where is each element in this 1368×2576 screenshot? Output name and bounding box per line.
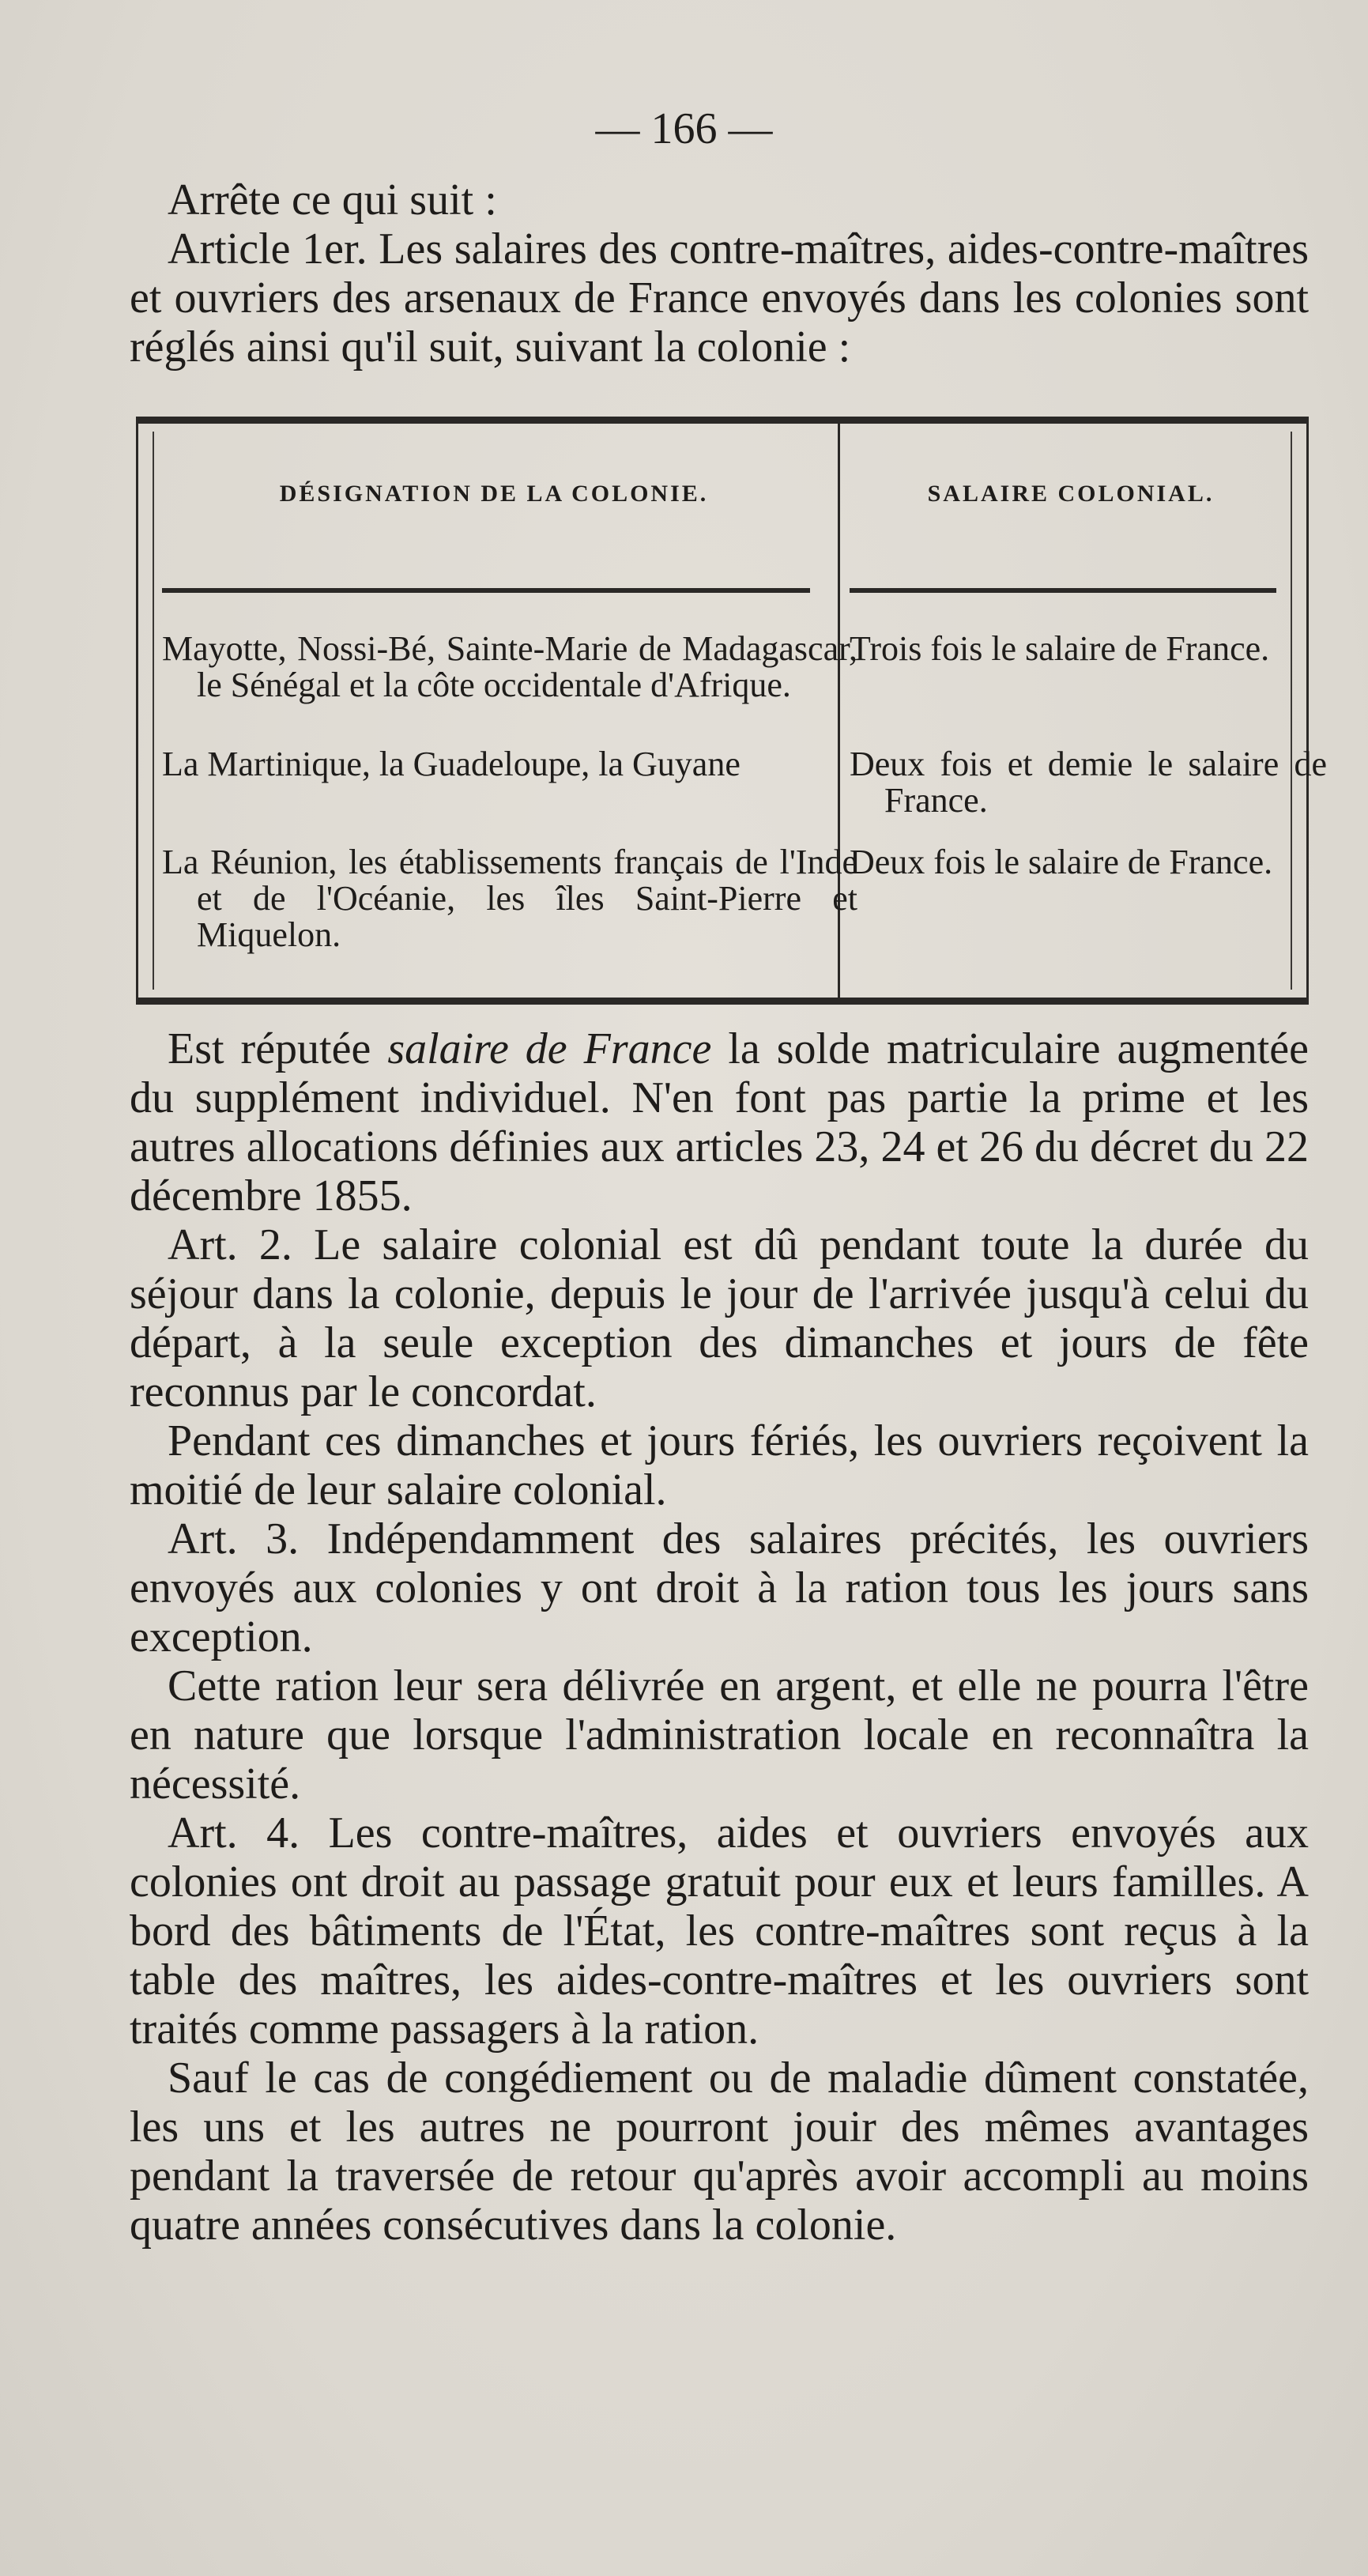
table-inner-rule-left: [153, 432, 154, 990]
table-header-colonie: DÉSIGNATION DE LA COLONIE.: [279, 481, 709, 507]
conge-paragraph: Sauf le cas de congédiement ou de maladie dûment constatée, les uns et les autres ne pourront jouir des mêmes avantages pendant la traversée de retour qu'après avoir accompli au moins quatre années consécutives dans la colonie.: [130, 2054, 1309, 2250]
p1-before: Est réputée: [168, 1024, 388, 1073]
dimanches-paragraph: Pendant ces dimanches et jours fériés, les ouvriers reçoivent la moitié de leur salaire colonial.: [130, 1416, 1309, 1514]
table-cell-salaire-1: Trois fois le salaire de France.: [850, 629, 1270, 668]
salary-table: [136, 417, 1327, 1005]
article-2-paragraph: Art. 2. Le salaire colonial est dû pendant toute la durée du séjour dans la colonie, depuis le jour de l'arrivée jusqu'à celui du départ, à la seule exception des dimanches et jours de fête reconnus par le concordat.: [130, 1220, 1309, 1416]
salaire-de-france-paragraph: [130, 1024, 1309, 1220]
article-4-paragraph: Art. 4. Les contre-maîtres, aides et ouvriers envoyés aux colonies ont droit au passage gratuit pour eux et leurs familles. A bord des bâtiments de l'État, les contre-maîtres sont reçus à la table des maîtres, les aides-contre-maîtres et les ouvriers sont traités comme passagers à la ration.: [130, 1808, 1309, 2054]
table-inner-rule-right: [1291, 432, 1292, 990]
table-header-salaire: SALAIRE COLONIAL.: [927, 481, 1215, 507]
table-cell-colonie-3: La Réunion, les établissements français de l'Inde et de l'Océanie, les îles Saint-Pierre et Miquelon.: [162, 843, 857, 954]
p1-emphasis: salaire de France: [387, 1024, 712, 1073]
table-cell-salaire-3: Deux fois le salaire de France.: [850, 843, 1273, 881]
article-3-paragraph: Art. 3. Indépendamment des salaires précités, les ouvriers envoyés aux colonies y ont droit à la ration tous les jours sans exception.: [130, 1514, 1309, 1661]
intro-text: [130, 175, 1309, 372]
header-rule-left: [162, 588, 810, 593]
ration-paragraph: Cette ration leur sera délivrée en argent, et elle ne pourra l'être en nature que lorsque l'administration locale en reconnaîtra la nécessité.: [130, 1661, 1309, 1808]
arrete-line: Arrête ce qui suit :: [168, 175, 497, 224]
article-1-paragraph: Article 1er. Les salaires des contre-maîtres, aides-contre-maîtres et ouvriers des arsenaux de France envoyés dans les colonies sont réglés ainsi qu'il suit, suivant la colonie :: [130, 224, 1309, 372]
page-number: — 166 —: [595, 104, 773, 153]
header-rule-right: [850, 588, 1276, 593]
table-cell-colonie-2: La Martinique, la Guadeloupe, la Guyane: [162, 745, 741, 783]
main-text: [130, 1024, 1309, 2250]
table-cell-salaire-2: Deux fois et demie le salaire de France.: [850, 745, 1327, 820]
p1-after: la solde matriculaire augmentée du supplément individuel. N'en font pas partie la prime et les autres allocations définies aux articles 23, 24 et 26 du décret du 22 décembre 1855.: [130, 1024, 1309, 1220]
table-cell-colonie-1: Mayotte, Nossi-Bé, Sainte-Marie de Madagascar, le Sénégal et la côte occidentale d'Afrique.: [162, 629, 857, 704]
